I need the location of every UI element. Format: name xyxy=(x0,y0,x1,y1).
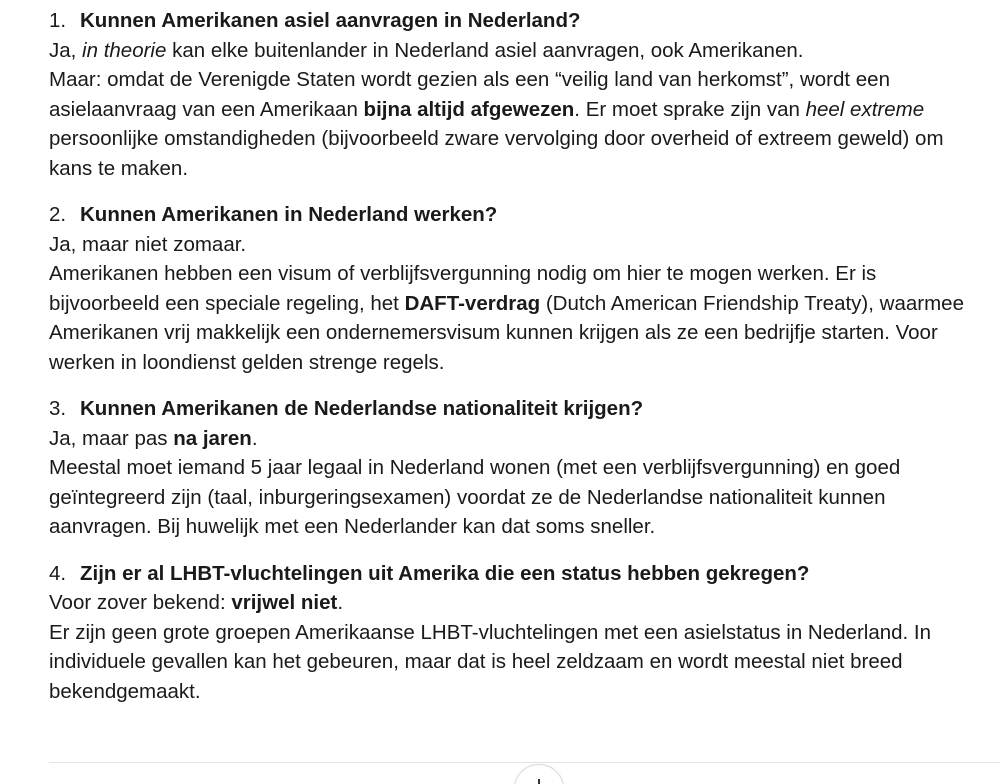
item-number: 1. xyxy=(49,9,67,32)
text-line: Maar: omdat de Verenigde Staten wordt gezien als een “veilig land van herkomst”, wordt een xyxy=(49,68,890,91)
item-heading xyxy=(49,559,1000,589)
item-heading xyxy=(49,394,1000,424)
text-line: werken in loondienst gelden strenge regels. xyxy=(49,350,445,374)
text-span: . xyxy=(337,591,344,614)
item-title: Kunnen Amerikanen de Nederlandse nationaliteit krijgen? xyxy=(80,397,644,420)
text-line: Amerikanen vrij makkelijk een ondernemersvisum kunnen krijgen als ze een bedrijfje starten. Voor xyxy=(49,321,938,344)
item-number: 4. xyxy=(49,561,67,585)
list-item xyxy=(49,200,1000,377)
arrow-down-icon xyxy=(538,779,540,784)
text-line: individuele gevallen kan het gebeuren, maar dat is heel zeldzaam en wordt meestal niet breed xyxy=(49,650,903,673)
text-span: (Dutch American Friendship Treaty), waarmee xyxy=(540,291,964,315)
bold-text: DAFT-verdrag xyxy=(404,291,541,315)
item-heading xyxy=(49,200,1000,230)
text-line xyxy=(49,289,1000,319)
text-line: Ja, maar niet zomaar. xyxy=(49,232,247,256)
text-span: Ja, xyxy=(49,38,83,62)
text-line: bekendgemaakt. xyxy=(49,679,201,703)
bold-text: bijna altijd afgewezen xyxy=(363,97,575,121)
text-span: kan elke buitenlander in Nederland asiel aanvragen, ook Amerikanen. xyxy=(166,38,804,62)
text-span: . xyxy=(251,426,258,450)
text-line xyxy=(49,424,1000,454)
text-span: asielaanvraag van een Amerikaan xyxy=(49,97,364,121)
text-line: geïntegreerd zijn (taal, inburgeringsexamen) voordat ze de Nederlandse nationaliteit kunnen xyxy=(49,485,886,509)
scroll-to-bottom-button[interactable] xyxy=(514,764,564,784)
text-span: . Er moet sprake zijn van xyxy=(574,97,806,121)
item-number: 2. xyxy=(49,203,67,226)
text-line: Er zijn geen grote groepen Amerikaanse LHBT-vluchtelingen met een asielstatus in Nederland. In xyxy=(49,620,932,644)
text-line: Meestal moet iemand 5 jaar legaal in Nederland wonen (met een verblijfsvergunning) en goed xyxy=(49,456,901,479)
answer-content xyxy=(49,6,1000,723)
text-line xyxy=(49,95,1000,125)
text-line xyxy=(49,588,1000,618)
list-item xyxy=(49,559,1000,707)
item-heading xyxy=(49,6,1000,36)
text-line: persoonlijke omstandigheden (bijvoorbeeld zware vervolging door overheid of extreem geweld) om xyxy=(49,127,944,150)
text-line xyxy=(49,36,1000,66)
list-item xyxy=(49,6,1000,183)
text-span: Voor zover bekend: xyxy=(49,591,232,614)
text-line: kans te maken. xyxy=(49,156,189,180)
bold-text: na jaren xyxy=(173,426,252,450)
bold-text: vrijwel niet xyxy=(231,591,338,614)
item-number: 3. xyxy=(49,397,67,420)
text-span: bijvoorbeeld een speciale regeling, het xyxy=(49,291,405,315)
item-title: Kunnen Amerikanen asiel aanvragen in Nederland? xyxy=(80,9,581,32)
text-line: Amerikanen hebben een visum of verblijfsvergunning nodig om hier te mogen werken. Er is xyxy=(49,262,877,285)
emphasis-text: heel extreme xyxy=(805,97,925,121)
emphasis-text: in theorie xyxy=(82,38,167,62)
divider xyxy=(49,762,1000,763)
text-line: aanvragen. Bij huwelijk met een Nederlander kan dat soms sneller. xyxy=(49,515,656,538)
text-span: Ja, maar pas xyxy=(49,426,174,450)
item-title: Kunnen Amerikanen in Nederland werken? xyxy=(80,203,498,226)
list-item xyxy=(49,394,1000,542)
item-title: Zijn er al LHBT-vluchtelingen uit Amerika die een status hebben gekregen? xyxy=(80,561,810,585)
